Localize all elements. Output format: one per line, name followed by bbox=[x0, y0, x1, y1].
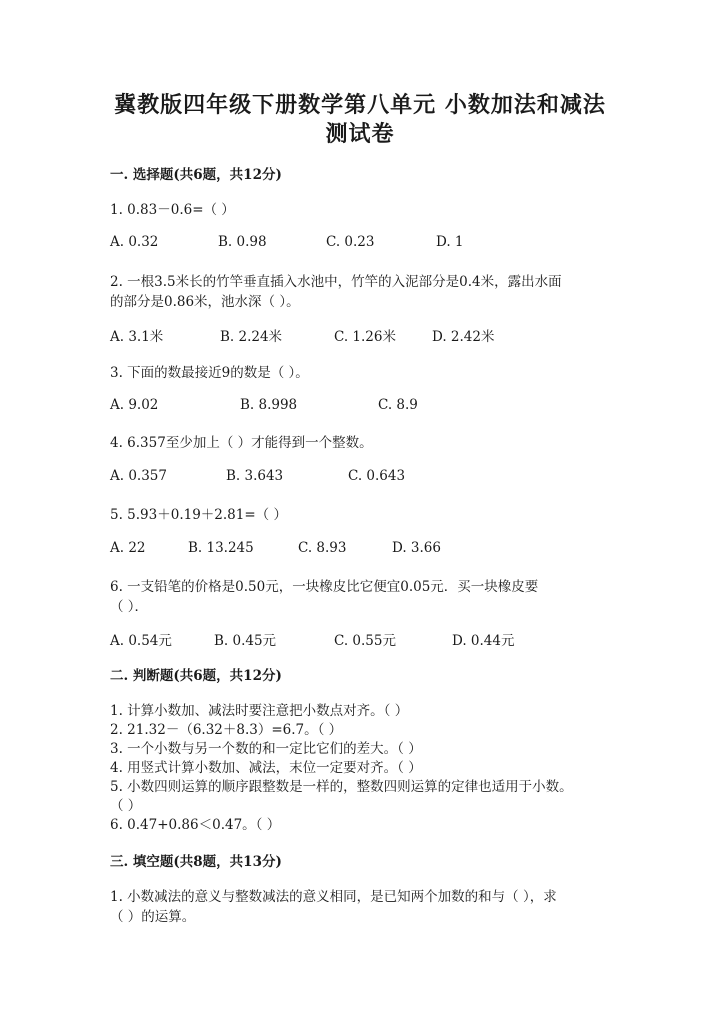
q6-option-d: D. 0.44元 bbox=[452, 633, 515, 649]
q5-option-b: B. 13.245 bbox=[188, 540, 254, 556]
fill-question-1-line1: 1. 小数减法的意义与整数减法的意义相同，是已知两个加数的和与（ ），求 bbox=[110, 889, 557, 905]
question-3: 3. 下面的数最接近9的数是（ ）。 bbox=[110, 365, 309, 381]
question-4: 4. 6.357至少加上（ ）才能得到一个整数。 bbox=[110, 435, 373, 451]
question-2-line2: 的部分是0.86米，池水深（ ）。 bbox=[110, 294, 300, 310]
q1-option-b: B. 0.98 bbox=[218, 234, 267, 250]
question-6-line2: （ ）． bbox=[110, 599, 149, 615]
judge-item-3: 3. 一个小数与另一个数的和一定比它们的差大。（ ） bbox=[110, 741, 422, 757]
q3-option-c: C. 8.9 bbox=[378, 397, 418, 413]
q2-option-a: A. 3.1米 bbox=[110, 329, 164, 345]
q3-option-a: A. 9.02 bbox=[110, 397, 159, 413]
question-2-line1: 2. 一根3.5米长的竹竿垂直插入水池中，竹竿的入泥部分是0.4米，露出水面 bbox=[110, 274, 562, 290]
exam-title-line2: 测试卷 bbox=[325, 121, 395, 147]
section3-heading: 三. 填空题(共8题，共13分) bbox=[110, 854, 282, 870]
judge-item-1: 1. 计算小数加、减法时要注意把小数点对齐。（ ） bbox=[110, 703, 409, 719]
section1-heading: 一. 选择题(共6题，共12分) bbox=[110, 167, 282, 183]
q2-option-c: C. 1.26米 bbox=[334, 329, 396, 345]
q4-option-b: B. 3.643 bbox=[226, 468, 284, 484]
fill-question-1-line2: （ ）的运算。 bbox=[110, 909, 196, 925]
judge-item-5: 5. 小数四则运算的顺序跟整数是一样的，整数四则运算的定律也适用于小数。 bbox=[110, 779, 573, 795]
q1-option-d: D. 1 bbox=[436, 234, 464, 250]
q2-option-d: D. 2.42米 bbox=[432, 329, 495, 345]
question-6-line1: 6. 一支铅笔的价格是0.50元，一块橡皮比它便宜0.05元．买一块橡皮要 bbox=[110, 579, 539, 595]
q5-option-d: D. 3.66 bbox=[392, 540, 441, 556]
judge-item-5-bracket: （ ） bbox=[110, 798, 142, 814]
q6-option-a: A. 0.54元 bbox=[110, 633, 172, 649]
q5-option-a: A. 22 bbox=[110, 540, 146, 556]
exam-title-line1: 冀教版四年级下册数学第八单元 小数加法和减法 bbox=[114, 92, 606, 118]
section2-heading: 二. 判断题(共6题，共12分) bbox=[110, 668, 282, 684]
q6-option-c: C. 0.55元 bbox=[334, 633, 396, 649]
question-1: 1. 0.83－0.6=（ ） bbox=[110, 202, 235, 218]
judge-item-4: 4. 用竖式计算小数加、减法，末位一定要对齐。（ ） bbox=[110, 760, 422, 776]
q1-option-a: A. 0.32 bbox=[110, 234, 159, 250]
q4-option-c: C. 0.643 bbox=[348, 468, 406, 484]
judge-item-6: 6. 0.47+0.86＜0.47。（ ） bbox=[110, 817, 281, 833]
q1-option-c: C. 0.23 bbox=[326, 234, 375, 250]
q5-option-c: C. 8.93 bbox=[298, 540, 347, 556]
q6-option-b: B. 0.45元 bbox=[214, 633, 277, 649]
judge-item-2: 2. 21.32－（6.32＋8.3）=6.7。（ ） bbox=[110, 722, 343, 738]
q3-option-b: B. 8.998 bbox=[240, 397, 298, 413]
q2-option-b: B. 2.24米 bbox=[220, 329, 283, 345]
q4-option-a: A. 0.357 bbox=[110, 468, 167, 484]
question-5: 5. 5.93＋0.19＋2.81=（ ） bbox=[110, 507, 287, 523]
